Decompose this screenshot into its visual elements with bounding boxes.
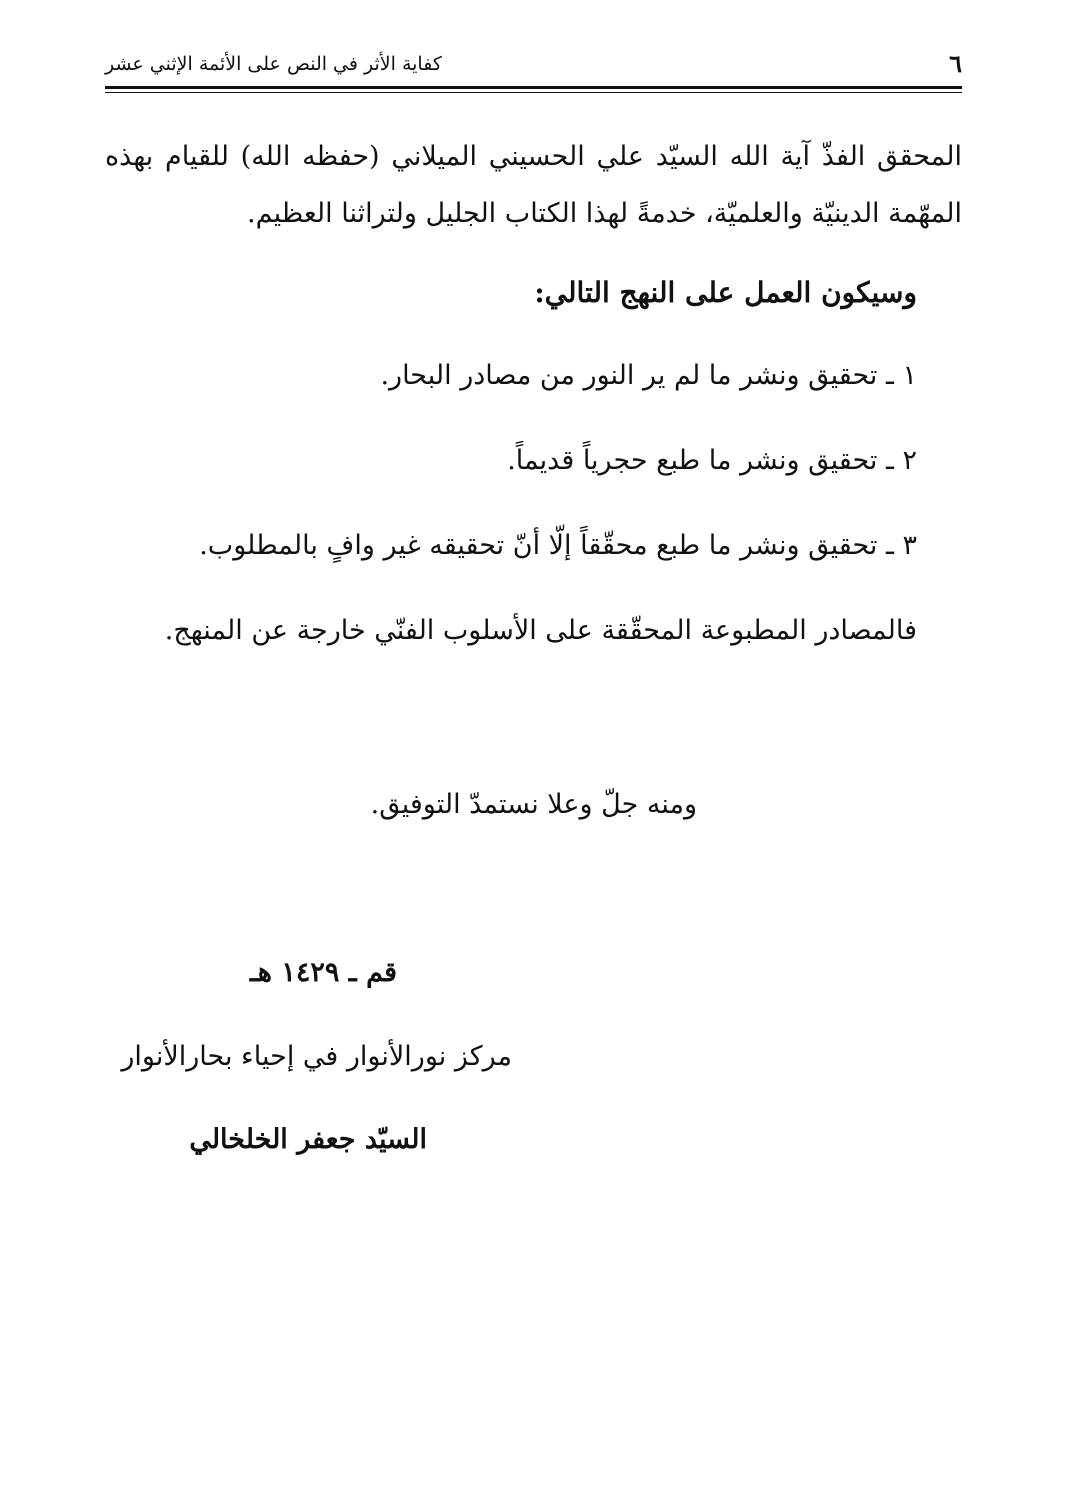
method-item-1: ١ ـ تحقيق ونشر ما لم ير النور من مصادر البحار. — [380, 360, 917, 391]
method-item-3: ٣ ـ تحقيق ونشر ما طبع محقّقاً إلّا أنّ تحقيقه غير وافٍ بالمطلوب. — [199, 530, 917, 561]
method-item-2: ٢ ـ تحقيق ونشر ما طبع حجرياً قديماً. — [507, 445, 917, 476]
signatory-name: السيّد جعفر الخلخالي — [189, 1124, 427, 1155]
page-number: ٦ — [949, 49, 962, 78]
method-heading: وسيكون العمل على النهج التالي: — [534, 276, 917, 309]
running-title: كفاية الأثر في النص على الأئمة الإثني عشر — [105, 53, 442, 75]
page-header — [105, 48, 962, 80]
closing-prayer: ومنه جلّ وعلا نستمدّ التوفيق. — [370, 789, 697, 820]
organization-name: مركز نورالأنوار في إحياء بحارالأنوار — [121, 1041, 512, 1072]
header-rule-thick — [105, 86, 962, 89]
exclusion-note: فالمصادر المطبوعة المحقّقة على الأسلوب الفنّي خارجة عن المنهج. — [164, 615, 917, 646]
header-rule-thin — [105, 92, 962, 93]
intro-paragraph: المحقق الفذّ آية الله السيّد علي الحسيني الميلاني (حفظه الله) للقيام بهذه المهّمة الدينيّة والعلميّة، خدمةً لهذا الكتاب الجليل ولتراثنا العظيم. — [105, 141, 962, 229]
place-date: قم ـ ١٤٢٩ هـ — [249, 957, 397, 988]
